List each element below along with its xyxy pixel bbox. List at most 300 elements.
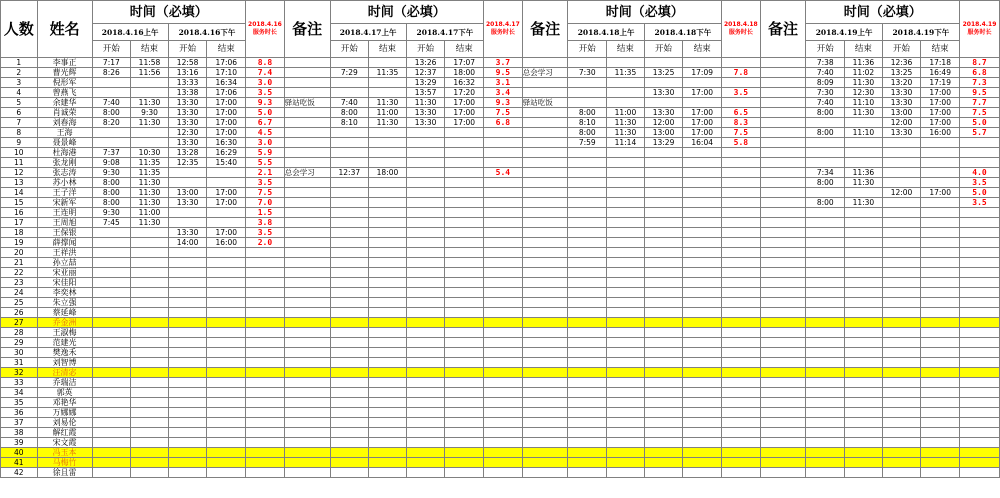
am-end-cell	[845, 368, 883, 378]
duration-cell	[960, 278, 1000, 288]
pm-start-cell	[644, 328, 683, 338]
am-end-cell	[369, 188, 407, 198]
duration-cell	[246, 408, 285, 418]
duration-cell	[484, 448, 523, 458]
duration-cell: 5.0	[246, 108, 285, 118]
row-number: 35	[1, 398, 38, 408]
duration-cell: 6.8	[484, 118, 523, 128]
am-end-cell	[369, 208, 407, 218]
pm-start-cell	[168, 428, 207, 438]
pm-start-cell: 13:38	[168, 88, 207, 98]
duration-cell: 9.3	[484, 98, 523, 108]
am-end-cell	[131, 338, 169, 348]
duration-cell	[960, 308, 1000, 318]
pm-start-cell	[406, 458, 445, 468]
remark-cell: 驿站吃饭	[284, 98, 330, 108]
table-row	[1, 378, 1000, 388]
am-end-cell	[607, 298, 645, 308]
pm-end-cell	[921, 458, 960, 468]
am-end-cell	[845, 308, 883, 318]
am-start-cell	[92, 438, 131, 448]
duration-cell	[484, 148, 523, 158]
row-number: 39	[1, 438, 38, 448]
pm-start-cell	[168, 388, 207, 398]
remark-cell	[284, 378, 330, 388]
remark-cell	[284, 368, 330, 378]
am-end-cell: 18:00	[369, 168, 407, 178]
pm-start-cell	[168, 288, 207, 298]
person-name: 王祥洪	[37, 248, 92, 258]
pm-end-cell	[445, 378, 484, 388]
pm-start-cell	[406, 378, 445, 388]
pm-start-cell	[644, 218, 683, 228]
remark-cell	[522, 348, 568, 358]
pm-start-cell	[644, 418, 683, 428]
pm-start-cell	[644, 238, 683, 248]
pm-end-cell	[207, 388, 246, 398]
duration-cell: 3.5	[722, 88, 761, 98]
pm-start-cell	[406, 238, 445, 248]
pm-start-cell	[406, 258, 445, 268]
pm-end-cell	[683, 468, 722, 478]
am-start-cell: 8:00	[330, 108, 369, 118]
duration-cell	[722, 348, 761, 358]
start-header: 开始	[406, 41, 445, 58]
duration-cell	[484, 238, 523, 248]
table-row	[1, 188, 1000, 198]
pm-end-cell	[683, 288, 722, 298]
remark-cell	[522, 458, 568, 468]
am-end-cell	[131, 468, 169, 478]
duration-cell	[722, 368, 761, 378]
am-end-cell	[607, 58, 645, 68]
start-header: 开始	[568, 41, 607, 58]
pm-end-cell	[445, 428, 484, 438]
duration-cell	[722, 248, 761, 258]
table-row	[1, 158, 1000, 168]
remark-cell	[284, 238, 330, 248]
pm-start-cell: 13:30	[168, 118, 207, 128]
am-start-cell	[330, 148, 369, 158]
am-end-cell	[369, 368, 407, 378]
pm-start-cell	[644, 408, 683, 418]
am-start-cell	[806, 398, 845, 408]
am-end-cell	[845, 138, 883, 148]
pm-end-cell: 16:29	[207, 148, 246, 158]
am-start-cell	[330, 358, 369, 368]
am-start-cell	[806, 328, 845, 338]
pm-start-cell	[644, 398, 683, 408]
am-start-cell	[568, 188, 607, 198]
am-end-cell	[607, 218, 645, 228]
am-start-cell	[806, 348, 845, 358]
am-start-cell	[568, 328, 607, 338]
pm-end-cell	[683, 378, 722, 388]
duration-cell	[246, 268, 285, 278]
am-end-cell	[131, 388, 169, 398]
am-end-cell	[369, 418, 407, 428]
person-name: 曾燕飞	[37, 88, 92, 98]
am-start-cell	[92, 448, 131, 458]
remark-cell	[522, 398, 568, 408]
remark-cell	[522, 238, 568, 248]
remark-cell	[522, 128, 568, 138]
remark-cell	[284, 398, 330, 408]
pm-start-cell	[882, 418, 921, 428]
row-number: 15	[1, 198, 38, 208]
pm-start-cell	[882, 358, 921, 368]
duration-cell	[960, 228, 1000, 238]
am-end-cell	[131, 298, 169, 308]
am-end-cell	[845, 258, 883, 268]
remark-cell	[760, 98, 806, 108]
duration-cell	[484, 378, 523, 388]
am-start-cell	[330, 388, 369, 398]
am-start-cell	[330, 278, 369, 288]
am-end-cell	[607, 408, 645, 418]
am-start-cell	[568, 88, 607, 98]
duration-cell	[246, 298, 285, 308]
remark-cell	[284, 418, 330, 428]
am-end-cell	[369, 378, 407, 388]
pm-end-cell	[921, 288, 960, 298]
remark-cell	[522, 388, 568, 398]
am-end-cell: 11:30	[845, 108, 883, 118]
pm-start-cell	[168, 378, 207, 388]
am-end-cell	[607, 88, 645, 98]
remark-cell: 驿站吃饭	[522, 98, 568, 108]
row-number: 20	[1, 248, 38, 258]
am-end-cell: 11:30	[845, 178, 883, 188]
pm-end-cell	[683, 438, 722, 448]
remark-cell	[522, 218, 568, 228]
pm-start-cell	[882, 318, 921, 328]
remark-cell	[522, 178, 568, 188]
remark-cell	[522, 338, 568, 348]
am-end-cell	[845, 358, 883, 368]
duration-cell	[484, 268, 523, 278]
pm-start-cell: 13:00	[882, 108, 921, 118]
am-end-cell	[131, 328, 169, 338]
duration-cell	[722, 98, 761, 108]
am-start-cell	[568, 468, 607, 478]
pm-end-cell	[207, 438, 246, 448]
duration-cell	[722, 178, 761, 188]
pm-start-cell: 12:00	[882, 188, 921, 198]
remark-cell	[522, 308, 568, 318]
remark-cell	[284, 428, 330, 438]
person-name: 宋亚丽	[37, 268, 92, 278]
am-end-cell	[369, 398, 407, 408]
am-start-cell	[92, 298, 131, 308]
remark-cell	[522, 418, 568, 428]
pm-start-cell	[882, 208, 921, 218]
pm-end-cell: 16:30	[207, 138, 246, 148]
end-header: 结束	[607, 41, 645, 58]
am-end-cell	[131, 398, 169, 408]
day2-am-header: 2018.4.17上午	[330, 24, 406, 41]
table-row	[1, 98, 1000, 108]
pm-start-cell	[882, 158, 921, 168]
table-row	[1, 78, 1000, 88]
am-end-cell	[131, 138, 169, 148]
duration-cell	[722, 258, 761, 268]
am-start-cell	[330, 418, 369, 428]
pm-end-cell	[445, 268, 484, 278]
am-end-cell	[369, 268, 407, 278]
remark-cell	[760, 208, 806, 218]
end-header: 结束	[445, 41, 484, 58]
row-number: 41	[1, 458, 38, 468]
am-end-cell	[607, 368, 645, 378]
am-end-cell: 11:30	[845, 198, 883, 208]
am-start-cell	[806, 248, 845, 258]
am-start-cell: 7:34	[806, 168, 845, 178]
am-end-cell: 11:00	[369, 108, 407, 118]
pm-start-cell	[406, 448, 445, 458]
am-end-cell	[131, 408, 169, 418]
row-number: 9	[1, 138, 38, 148]
table-row	[1, 438, 1000, 448]
am-start-cell	[92, 278, 131, 288]
remark-cell	[522, 158, 568, 168]
table-row	[1, 248, 1000, 258]
pm-end-cell: 17:00	[921, 108, 960, 118]
remark-cell	[522, 428, 568, 438]
am-start-cell	[92, 348, 131, 358]
duration-cell	[722, 228, 761, 238]
pm-end-cell	[445, 358, 484, 368]
duration-cell	[722, 358, 761, 368]
remark-cell	[284, 78, 330, 88]
duration-cell	[960, 248, 1000, 258]
duration-cell	[484, 178, 523, 188]
am-end-cell: 11:30	[131, 178, 169, 188]
am-start-cell	[330, 298, 369, 308]
am-end-cell	[607, 318, 645, 328]
pm-start-cell	[644, 268, 683, 278]
start-header: 开始	[92, 41, 131, 58]
am-start-cell	[568, 428, 607, 438]
pm-end-cell: 16:34	[207, 78, 246, 88]
duration-cell	[960, 438, 1000, 448]
am-start-cell	[92, 338, 131, 348]
pm-start-cell: 13:00	[168, 188, 207, 198]
person-name: 宋新军	[37, 198, 92, 208]
pm-end-cell	[921, 328, 960, 338]
remark-cell	[522, 88, 568, 98]
table-row	[1, 288, 1000, 298]
remark-cell	[522, 298, 568, 308]
start-header: 开始	[168, 41, 207, 58]
am-start-cell	[806, 438, 845, 448]
pm-start-cell: 13:30	[168, 138, 207, 148]
am-end-cell	[369, 428, 407, 438]
duration-cell: 3.8	[246, 218, 285, 228]
am-end-cell	[607, 438, 645, 448]
row-number: 24	[1, 288, 38, 298]
row-number: 10	[1, 148, 38, 158]
am-start-cell	[806, 428, 845, 438]
remark-cell	[760, 198, 806, 208]
am-start-cell	[568, 198, 607, 208]
pm-end-cell	[683, 388, 722, 398]
am-end-cell	[131, 348, 169, 358]
am-start-cell	[568, 398, 607, 408]
am-start-cell	[568, 258, 607, 268]
pm-end-cell	[921, 418, 960, 428]
duration-cell: 5.0	[960, 188, 1000, 198]
am-start-cell	[92, 88, 131, 98]
row-number: 12	[1, 168, 38, 178]
duration-cell: 3.5	[960, 198, 1000, 208]
pm-end-cell: 17:00	[683, 118, 722, 128]
pm-end-cell	[207, 338, 246, 348]
am-end-cell: 11:30	[131, 218, 169, 228]
table-row	[1, 228, 1000, 238]
remark-cell	[522, 198, 568, 208]
person-name: 王连明	[37, 208, 92, 218]
duration-cell	[484, 188, 523, 198]
day2-pm-header: 2018.4.17下午	[406, 24, 483, 41]
duration-cell	[246, 378, 285, 388]
pm-start-cell	[406, 168, 445, 178]
pm-start-cell	[406, 138, 445, 148]
remark-cell	[522, 268, 568, 278]
am-start-cell	[568, 218, 607, 228]
pm-end-cell	[445, 128, 484, 138]
pm-start-cell	[406, 198, 445, 208]
duration-cell	[484, 308, 523, 318]
duration-cell	[246, 348, 285, 358]
table-row	[1, 58, 1000, 68]
am-end-cell	[369, 158, 407, 168]
am-start-cell	[806, 138, 845, 148]
am-start-cell	[330, 378, 369, 388]
am-start-cell	[568, 268, 607, 278]
pm-end-cell	[207, 398, 246, 408]
pm-start-cell: 13:30	[882, 98, 921, 108]
am-end-cell	[607, 188, 645, 198]
row-number: 16	[1, 208, 38, 218]
am-end-cell	[369, 248, 407, 258]
pm-end-cell	[683, 178, 722, 188]
pm-end-cell	[921, 268, 960, 278]
am-start-cell: 7:40	[806, 98, 845, 108]
pm-start-cell	[644, 468, 683, 478]
remark-cell	[760, 158, 806, 168]
pm-start-cell	[644, 278, 683, 288]
am-start-cell	[92, 138, 131, 148]
am-start-cell	[568, 448, 607, 458]
am-end-cell	[131, 288, 169, 298]
pm-end-cell	[445, 408, 484, 418]
remark-cell	[522, 278, 568, 288]
am-start-cell	[330, 208, 369, 218]
am-end-cell	[131, 428, 169, 438]
pm-start-cell: 13:29	[644, 138, 683, 148]
pm-start-cell	[644, 318, 683, 328]
am-end-cell: 11:30	[131, 188, 169, 198]
am-start-cell	[806, 358, 845, 368]
duration-cell	[484, 208, 523, 218]
row-number: 34	[1, 388, 38, 398]
pm-start-cell	[168, 368, 207, 378]
duration-cell: 4.0	[960, 168, 1000, 178]
remark-cell	[522, 208, 568, 218]
duration-cell: 3.5	[246, 178, 285, 188]
person-name: 朱立强	[37, 298, 92, 308]
pm-start-cell	[406, 158, 445, 168]
am-start-cell	[806, 448, 845, 458]
am-end-cell	[607, 418, 645, 428]
pm-start-cell	[168, 328, 207, 338]
duration-cell	[484, 408, 523, 418]
duration-cell	[484, 138, 523, 148]
start-header: 开始	[644, 41, 683, 58]
remark-cell	[760, 398, 806, 408]
pm-start-cell	[644, 58, 683, 68]
remark-cell	[284, 388, 330, 398]
remark-cell	[284, 308, 330, 318]
am-start-cell	[330, 328, 369, 338]
am-end-cell: 11:35	[131, 168, 169, 178]
pm-start-cell	[644, 178, 683, 188]
duration-cell	[246, 308, 285, 318]
am-start-cell: 8:00	[92, 178, 131, 188]
table-row	[1, 408, 1000, 418]
pm-end-cell	[921, 198, 960, 208]
duration-cell: 6.5	[722, 108, 761, 118]
am-end-cell	[369, 308, 407, 318]
remark-cell	[760, 248, 806, 258]
pm-end-cell	[207, 358, 246, 368]
duration-cell	[246, 358, 285, 368]
row-number: 38	[1, 428, 38, 438]
am-end-cell	[369, 468, 407, 478]
remark-cell	[760, 188, 806, 198]
row-number: 6	[1, 108, 38, 118]
remark-cell: 总会学习	[522, 68, 568, 78]
am-end-cell	[845, 328, 883, 338]
person-name: 王周旭	[37, 218, 92, 228]
pm-start-cell	[644, 288, 683, 298]
am-end-cell	[607, 168, 645, 178]
am-start-cell	[92, 358, 131, 368]
pm-end-cell: 18:00	[445, 68, 484, 78]
am-start-cell: 8:09	[806, 78, 845, 88]
pm-start-cell	[406, 328, 445, 338]
person-name: 宋佳阳	[37, 278, 92, 288]
pm-start-cell	[882, 298, 921, 308]
table-row	[1, 338, 1000, 348]
pm-start-cell	[882, 178, 921, 188]
pm-end-cell	[445, 178, 484, 188]
am-end-cell	[369, 88, 407, 98]
person-name: 肖诚荣	[37, 108, 92, 118]
am-start-cell	[330, 198, 369, 208]
duration-cell: 7.5	[960, 108, 1000, 118]
person-name: 余建华	[37, 98, 92, 108]
row-number: 2	[1, 68, 38, 78]
am-start-cell: 9:30	[92, 168, 131, 178]
duration-cell	[484, 278, 523, 288]
remark-cell	[522, 288, 568, 298]
am-end-cell	[131, 88, 169, 98]
remark-cell	[760, 328, 806, 338]
duration-cell	[960, 318, 1000, 328]
am-start-cell	[92, 128, 131, 138]
